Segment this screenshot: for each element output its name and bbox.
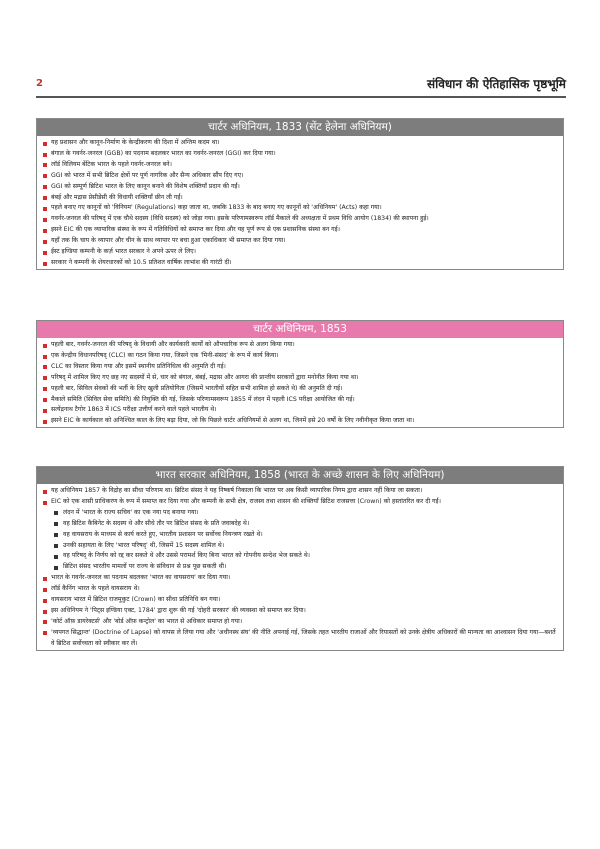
list-item: लॉर्ड विलियम बेंटिक भारत के पहले गवर्नर-जनरल बने। [42,160,559,171]
list-item: इसने EIC की एक व्यापारिक संस्था के रूप में गतिविधियों को समाप्त कर दिया और यह पूर्ण रूप से एक प्रशासनिक संस्था बन गई। [42,225,559,236]
list-item: वायसराय भारत में ब्रिटिश राजमुकुट (Crown) का सीधा प्रतिनिधि बन गया। [42,595,559,606]
list-item: GGI को भारत में सभी ब्रिटिश क्षेत्रों पर पूर्ण नागरिक और सैन्य अधिकार सौंप दिए गए। [42,171,559,182]
sub-list-item: ब्रिटिश संसद भारतीय मामलों पर राज्य के संविधान से प्रश्न पूछ सकती थी। [42,562,559,573]
list-item: सरकार ने कम्पनी के शेयरधारकों को 10.5 प्रतिशत वार्षिक लाभांश की गारंटी दी। [42,258,559,269]
list-item: इस अधिनियम ने 'पिट्स इण्डिया एक्ट, 1784' द्वारा शुरू की गई 'दोहरी सरकार' की व्यवस्था को समाप्त कर दिया। [42,606,559,617]
section-goi-act-1858 [36,466,564,651]
sub-list-item: वह परिषद् के निर्णय को रद्द कर सकते थे और उससे परामर्श किए बिना भारत को गोपनीय सन्देश भेज सकते थे। [42,551,559,562]
list-item: इसने EIC के कार्यकाल को अनिश्चित काल के लिए बढ़ा दिया, जो कि पिछले चार्टर अधिनियमों से अलग था, जिनमें इसे 20 वर्षों के लिए नवीनीकृत किया जाता था। [42,416,559,427]
sub-list-item: वह वायसराय के माध्यम से कार्य करते हुए, भारतीय प्रशासन पर सर्वोच्च नियन्त्रण रखते थे। [42,530,559,541]
chapter-title: संविधान की ऐतिहासिक पृष्ठभूमि [426,77,566,91]
section-title: चार्टर अधिनियम, 1833 (सेंट हेलेना अधिनियम) [37,119,563,136]
list-item: 'कोर्ट ऑफ़ डायरेक्टर्स' और 'बोर्ड ऑफ़ कन्ट्रोल' का भारत से अधिकार समाप्त हो गया। [42,617,559,628]
list-item: पहले बनाए गए कानूनों को 'विनियम' (Regulations) कहा जाता था, जबकि 1833 के बाद बनाए गए कानूनों को 'अधिनियम' (Acts) कहा गया। [42,203,559,214]
list-item: पहली बार, गवर्नर-जनरल की परिषद् के विधायी और कार्यकारी कार्यों को औपचारिक रूप से अलग किया गया। [42,340,559,351]
list-item: भारत के गवर्नर-जनरल का पदनाम बदलकर 'भारत का वायसराय' कर दिया गया। [42,573,559,584]
list-item: मैकाले समिति (सिविल सेवा समिति) की नियुक्ति की गई, जिसके परिणामस्वरूप 1855 में लंदन में पहली ICS परीक्षा आयोजित की गई। [42,395,559,406]
list-item: लॉर्ड कैनिंग भारत के पहले वायसराय थे। [42,584,559,595]
list-item: GGI को सम्पूर्ण ब्रिटिश भारत के लिए कानून बनाने की विशेष शक्तियाँ प्रदान की गईं। [42,182,559,193]
page-number: 2 [36,78,43,89]
list-item: बंबई और मद्रास प्रेसीडेंसी की विधायी शक्तियाँ छीन ली गईं। [42,193,559,204]
bullet-list [37,340,563,427]
sub-list-item: लंदन में 'भारत के राज्य सचिव' का एक नया पद बनाया गया। [42,508,559,519]
list-item: यह प्रशासन और कानून-निर्माण के केन्द्रीकरण की दिशा में अन्तिम कदम था। [42,138,559,149]
page-header [36,72,566,98]
list-item: गवर्नर-जनरल की परिषद् में एक चौथे सदस्य (विधि सदस्य) को जोड़ा गया। इसके परिणामस्वरूप लॉर्ड मैकाले की अध्यक्षता में प्रथम विधि आयोग (1834) की स्थापना हुई। [42,214,559,225]
sub-list-item: उनकी सहायता के लिए 'भारत परिषद्' थी, जिसमें 15 सदस्य शामिल थे। [42,541,559,552]
list-item: 'व्यपगत सिद्धान्त' (Doctrine of Lapse) को वापस ले लिया गया और 'अधीनस्थ संघ' की नीति अपनाई गई, जिसके तहत भारतीय राजाओं और रियासतों को उनके क्षेत्रीय अधिकारों की मान्यता का आश्वासन दिया गया—बशर्ते वे ब्रिटिश सर्वोच्चता को स्वीकार कर लें। [42,628,559,650]
list-item: पहली बार, सिविल सेवकों की भर्ती के लिए खुली प्रतियोगिता (जिसमें भारतीयों सहित सभी शामिल हो सकते थे) की अनुमति दी गई। [42,384,559,395]
list-item: CLC का विस्तार किया गया और इसमें स्थानीय प्रतिनिधित्व की अनुमति दी गई। [42,362,559,373]
list-item: EIC को एक शासी प्राधिकरण के रूप में समाप्त कर दिया गया और कम्पनी के सभी क्षेत्र, राजस्व तथा शासन की शक्तियाँ ब्रिटिश राजसत्ता (Crown) को हस्तांतरित कर दी गईं। [42,497,559,508]
list-item: सत्येंद्रनाथ टैगोर 1863 में ICS परीक्षा उत्तीर्ण करने वाले पहले भारतीय थे। [42,405,559,416]
sub-list-item: वह ब्रिटिश कैबिनेट के सदस्य थे और सीधे तौर पर ब्रिटिश संसद के प्रति जवाबदेह थे। [42,519,559,530]
section-title: चार्टर अधिनियम, 1853 [37,321,563,338]
section-title: भारत सरकार अधिनियम, 1858 (भारत के अच्छे शासन के लिए अधिनियम) [37,467,563,484]
section-charter-act-1853 [36,320,564,428]
list-item: यहाँ तक कि चाय के व्यापार और चीन के साथ व्यापार पर बचा हुआ एकाधिकार भी समाप्त कर दिया गया। [42,236,559,247]
list-item: परिषद् में शामिल किए गए छह नए सदस्यों में से, चार को बंगाल, बंबई, मद्रास और आगरा की प्रान्तीय सरकारों द्वारा मनोनीत किया गया था। [42,373,559,384]
section-charter-act-1833 [36,118,564,270]
bullet-list [37,486,563,650]
list-item: ईस्ट इण्डिया कम्पनी के कर्ज़ भारत सरकार ने अपने ऊपर ले लिए। [42,247,559,258]
list-item: यह अधिनियम 1857 के विद्रोह का सीधा परिणाम था। ब्रिटिश संसद ने यह निष्कर्ष निकाला कि भारत पर अब किसी व्यापारिक निगम द्वारा शासन नहीं किया जा सकता। [42,486,559,497]
list-item: बंगाल के गवर्नर-जनरल (GGB) का पदनाम बदलकर भारत का गवर्नर-जनरल (GGI) कर दिया गया। [42,149,559,160]
list-item: एक केन्द्रीय विधानपरिषद् (CLC) का गठन किया गया, जिसने एक 'मिनी-संसद' के रूप में कार्य किया। [42,351,559,362]
bullet-list [37,138,563,269]
